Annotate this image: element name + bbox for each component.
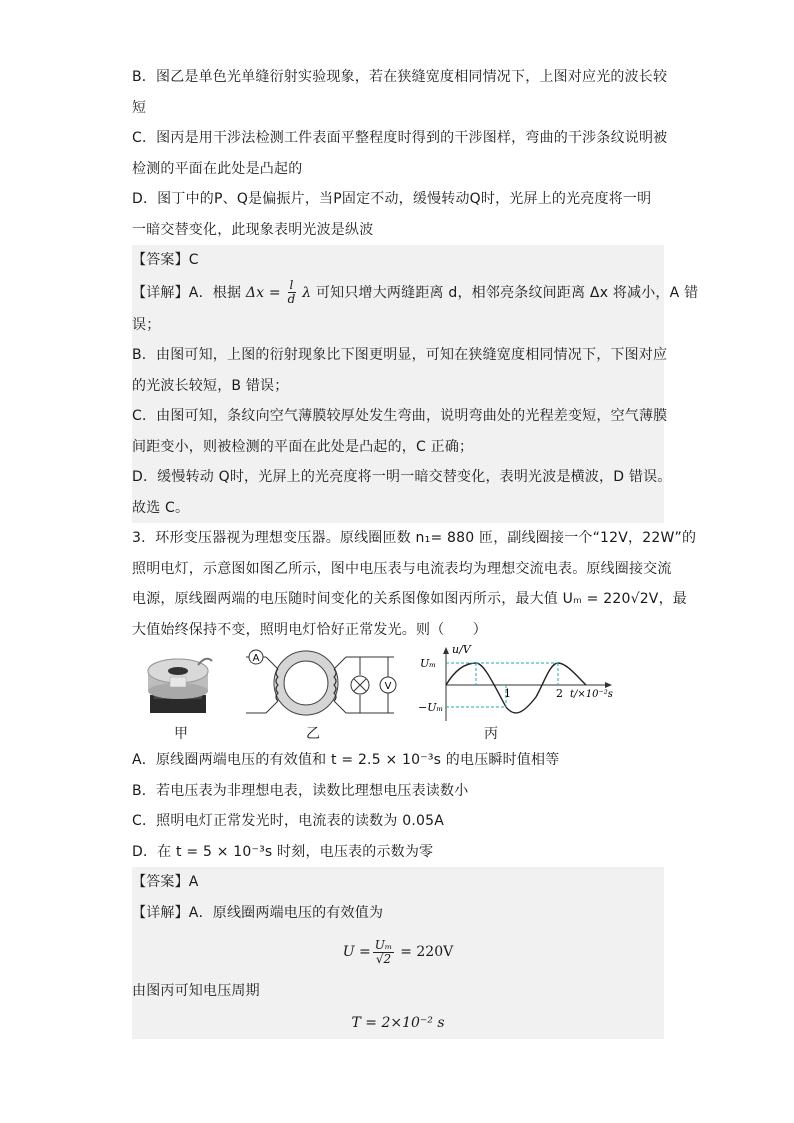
q2-detail-a: [132, 276, 699, 310]
q3-figures: [132, 645, 664, 745]
q3-stem-line2: 照明电灯，示意图如图乙所示，图中电压表与电流表均为理想交流电表。原线圈接交流: [132, 560, 672, 577]
q2-detail-d2: 故选 C。: [132, 499, 190, 516]
formula-lhs: Δx =: [245, 284, 281, 301]
q2-option-b-line1: B．图乙是单色光单缝衍射实验现象，若在狭缝宽度相同情况下，上图对应光的波长较: [132, 69, 668, 85]
caption-jia: 甲: [174, 726, 188, 742]
q2-detail-d1: D．缓慢转动 Q时，光屏上的光亮度将一明一暗交替变化，表明光波是横波，D 错误。: [132, 469, 672, 485]
q2-option-d-line1: D．图丁中的P、Q是偏振片，当P固定不动，缓慢转动Q时，光屏上的光亮度将一明: [132, 191, 652, 207]
eq1-lhs: U =: [342, 944, 371, 960]
ammeter-label: A: [252, 653, 260, 664]
graph-y-label: u/V: [452, 645, 471, 656]
graph-tick-1: 1: [504, 687, 511, 700]
q2-detail-b2: 的光波长较短，B 错误；: [132, 377, 289, 394]
formula-fraction: [288, 279, 296, 306]
equation-effective-voltage: [132, 928, 664, 976]
formula-denominator: d: [287, 292, 296, 306]
graph-tick-2: 2: [556, 687, 563, 700]
graph-um-label: Uₘ: [420, 657, 437, 670]
q2-detail-c2: 间距变小，则被检测的平面在此处是凸起的，C 正确；: [132, 438, 474, 455]
q3-stem-line3: 电源，原线圈两端的电压随时间变化的关系图像如图丙所示，最大值 Uₘ = 220√2V，最: [132, 591, 687, 607]
caption-bing: 丙: [484, 726, 498, 742]
q3-option-d: D．在 t = 5 × 10⁻³s 时刻，电压表的示数为零: [132, 843, 434, 860]
graph-x-label: t/×10⁻²s: [570, 689, 613, 700]
q2-detail-a-pre: 【详解】A．根据: [132, 284, 242, 301]
voltage-graph: [418, 645, 618, 725]
eq1-rhs: = 220V: [400, 944, 454, 960]
graph-neg-um-label: −Uₘ: [418, 701, 444, 714]
circuit-diagram: [238, 647, 398, 719]
q3-option-b: B．若电压表为非理想电表，读数比理想电压表读数小: [132, 782, 469, 799]
equation-period: [132, 1007, 664, 1039]
q3-answer: 【答案】A: [132, 874, 199, 890]
eq2: T = 2×10⁻² s: [351, 1014, 445, 1031]
q2-detail-c1: C．由图可知，条纹向空气薄膜较厚处发生弯曲，说明弯曲处的光程差变短，空气薄膜: [132, 408, 668, 424]
caption-yi: 乙: [306, 726, 320, 742]
q2-option-d-line2: 一暗交替变化，此现象表明光波是纵波: [132, 221, 374, 238]
formula-rhs: λ: [302, 284, 312, 301]
document-page: [132, 62, 699, 1039]
q3-option-a: A．原线圈两端电压的有效值和 t = 2.5 × 10⁻³s 的电压瞬时值相等: [132, 752, 560, 768]
q2-answer: 【答案】C: [132, 252, 199, 268]
q3-stem-line1: 3．环形变压器视为理想变压器。原线圈匝数 n₁= 880 匝，副线圈接一个“12V，22W”的: [132, 530, 697, 546]
formula-numerator: l: [289, 278, 294, 292]
q2-detail-a2: 误；: [132, 316, 161, 333]
eq1-numerator: Uₘ: [374, 937, 393, 952]
q2-detail-b1: B．由图可知，上图的衍射现象比下图更明显，可知在狭缝宽度相同情况下，下图对应: [132, 347, 668, 363]
q3-detail-a: 【详解】A．原线圈两端电压的有效值为: [132, 904, 384, 921]
q2-option-b-line2: 短: [132, 99, 147, 116]
eq1-denominator: √2: [375, 951, 392, 966]
transformer-photo: [142, 651, 214, 717]
q2-option-c-line1: C．图丙是用干涉法检测工件表面平整程度时得到的干涉图样，弯曲的干涉条纹说明被: [132, 130, 668, 146]
eq1-fraction: [373, 939, 394, 966]
q3-answer-block: [132, 867, 664, 1039]
q2-answer-block: [132, 245, 699, 523]
q3-stem-line4: 大值始终保持不变，照明电灯恰好正常发光。则（ ）: [132, 621, 487, 638]
voltmeter-label: V: [384, 681, 392, 692]
q3-option-c: C．照明电灯正常发光时，电流表的读数为 0.05A: [132, 813, 444, 829]
q3-detail-period: 由图丙可知电压周期: [132, 983, 260, 999]
q2-detail-a-post: 可知只增大两缝距离 d，相邻亮条纹间距离 Δx 将减小，A 错: [315, 284, 699, 301]
q2-option-c-line2: 检测的平面在此处是凸起的: [132, 160, 303, 177]
